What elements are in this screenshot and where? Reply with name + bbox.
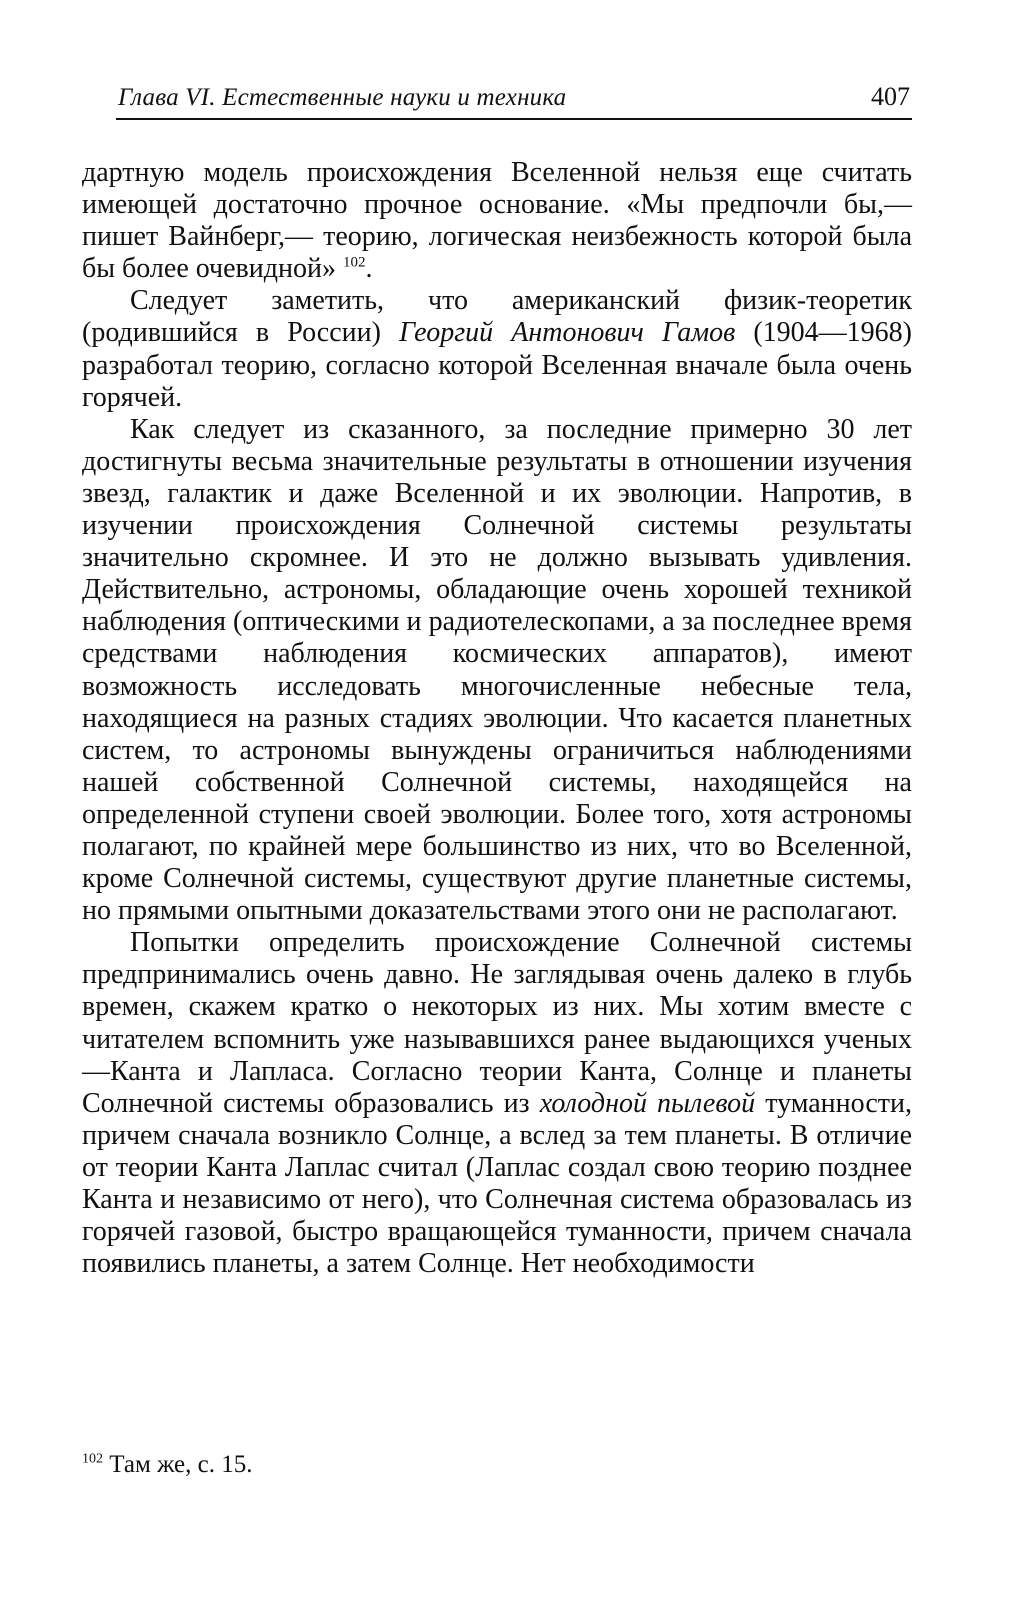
page-number: 407 [871,82,910,111]
emphasis-term: холодной пылевой [539,1087,756,1119]
header-rule [116,118,912,120]
running-header [118,76,910,112]
footnote-text: Там же, с. 15. [103,1451,253,1478]
paragraph-2: Следует заметить, что американский физик-теоретик (родившийся в России) Георгий Антонович Гамов (1904—1968) разработал теорию, согласно которой Вселенная вначале была очень горячей. [82,285,913,413]
footnote [82,1451,252,1479]
paragraph-3: Как следует из сказанного, за последние примерно 30 лет достигнуты весьма значительные результаты в отношении изучения звезд, галактик и даже Вселенной и их эволюции. Напротив, в изучении происхождения Солнечной системы результаты значительно скромнее. И это не должно вызывать удивления. Действительно, астрономы, обладающие очень хорошей техникой наблюдения (оптическими и радиотелескопами, а за последнее время средствами наблюдения космических аппаратов), имеют возможность исследовать многочисленные небесные тела, находящиеся на разных стадиях эволюции. Что касается планетных систем, то астрономы вынуждены ограничиться наблюдениями нашей собственной Солнечной системы, находящейся на определенной ступени своей эволюции. Более того, хотя астрономы полагают, по крайней мере большинство из них, что во Вселенной, кроме Солнечной системы, существуют другие планетные системы, но прямыми опытными доказательствами этого они не располагают. [82,413,912,927]
body-text [82,157,912,1280]
footnote-marker: 102 [82,1451,103,1467]
footnote-ref: 102 [342,254,366,271]
paragraph-1: дартную модель происхождения Вселенной нельзя еще считать имеющей достаточно прочное основание. «Мы предпочли бы,— пишет Вайнберг,— теорию, логическая неизбежность которой была бы более очевидной» $^{102}$. [82,157,912,285]
emphasis-name: Георгий Антонович Гамов [399,317,736,349]
paragraph-4: Попытки определить происхождение Солнечной системы предпринимались очень давно. Не заглядывая очень далеко в глубь времен, скажем кратко о некоторых из них. Мы хотим вместе с читателем вспомнить уже называвшихся ранее выдающихся ученых—Канта и Лапласа. Согласно теории Канта, Солнце и планеты Солнечной системы образовались из холодной пылевой туманности, причем сначала возникло Солнце, а вслед за тем планеты. В отличие от теории Канта Лаплас считал (Лаплас создал свою теорию позднее Канта и независимо от него), что Солнечная система образовалась из горячей газовой, быстро вращающейся туманности, причем сначала появились планеты, а затем Солнце. Нет необходимости [82,927,912,1280]
chapter-title: Глава VI. Естественные науки и техника [118,84,567,111]
